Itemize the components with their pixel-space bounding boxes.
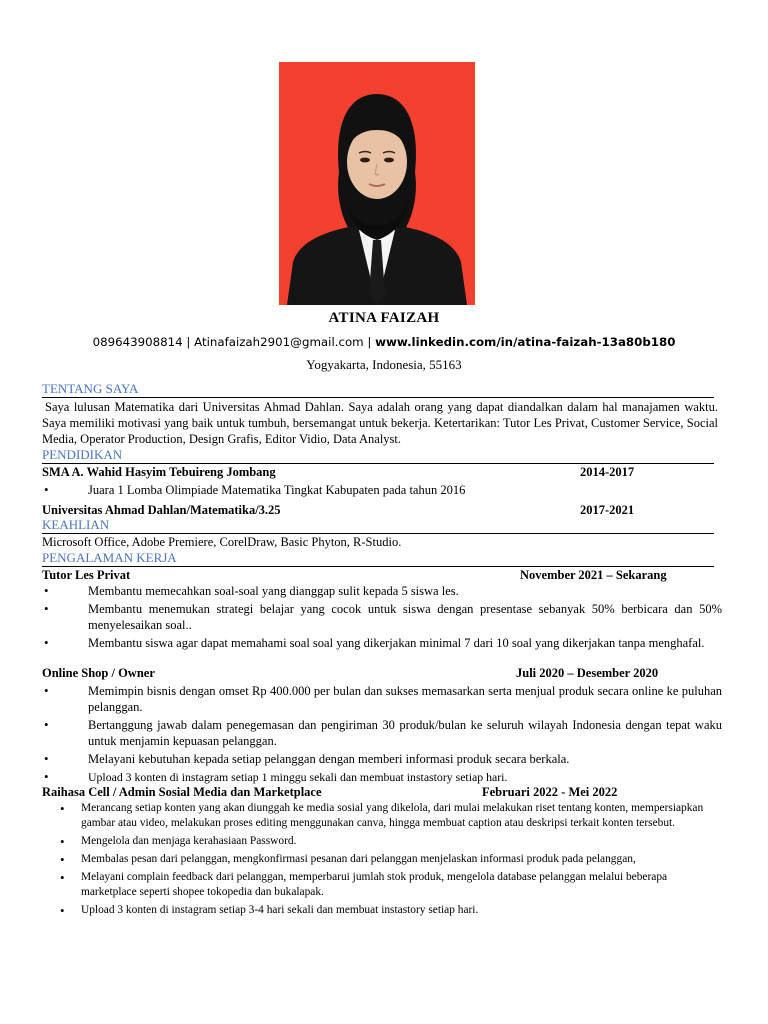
school-name: Universitas Ahmad Dahlan/Matematika/3.25 xyxy=(42,503,281,517)
section-heading-experience: PENGALAMAN KERJA xyxy=(42,550,714,567)
job-title: Tutor Les Privat xyxy=(42,568,131,582)
job-period: Juli 2020 – Desember 2020 xyxy=(516,666,659,680)
contact-line xyxy=(0,335,768,349)
list-item: • Membantu siswa agar dapat memahami soal soal yang dikerjakan minimal 7 dari 10 soal yang dikerjakan tanpa menghafal. xyxy=(42,635,722,651)
job-bullets xyxy=(42,583,722,653)
profile-photo xyxy=(279,62,475,305)
list-item: • Upload 3 konten di instagram setiap 3-4 hari sekali dan membuat instastory setiap hari. xyxy=(58,903,718,918)
section-heading-education: PENDIDIKAN xyxy=(42,447,714,464)
list-item: • Memimpin bisnis dengan omset Rp 400.000 per bulan dan sukses memasarkan serta menjual produk secara online ke puluhan pelanggan. xyxy=(42,683,722,715)
job-row xyxy=(42,784,714,800)
list-item: • Merancang setiap konten yang akan diunggah ke media sosial yang dikelola, dari mulai melakukan riset tentang konten, mempersiapkan gambar atau video, melakukan proses editing menggunakan canva, hingga membuat caption atau deskripsi terkait konten tersebut. xyxy=(58,801,718,831)
list-item: • Mengelola dan menjaga kerahasiaan Password. xyxy=(58,834,718,849)
job-period: Februari 2022 - Mei 2022 xyxy=(482,785,618,799)
school-name: SMA A. Wahid Hasyim Tebuireng Jombang xyxy=(42,465,276,479)
list-item: • Melayani complain feedback dari pelanggan, memperbarui jumlah stok produk, mengelola database pelanggan melalui beberapa marketplace seperti shopee tokopedia dan bukalapak. xyxy=(58,870,718,900)
phone-email: 089643908814 | Atinafaizah2901@gmail.com | xyxy=(92,335,376,349)
portrait-illustration xyxy=(279,62,475,305)
list-item: • Membantu memecahkan soal-soal yang dianggap sulit kepada 5 siswa les. xyxy=(42,583,722,599)
school-period: 2017-2021 xyxy=(580,503,635,517)
section-heading-skills: KEAHLIAN xyxy=(42,517,714,534)
job-title: Raihasa Cell / Admin Sosial Media dan Marketplace xyxy=(42,785,322,799)
about-text: Saya lulusan Matematika dari Universitas Ahmad Dahlan. Saya adalah orang yang dapat diandalkan dalam hal manajamen waktu. Saya memiliki motivasi yang baik untuk tumbuh, bersemangat untuk bekerja. Ketertarikan: Tutor Les Privat, Customer Service, Social Media, Operator Production, Design Grafis, Editor Vidio, Data Analyst. xyxy=(42,400,718,446)
education-row xyxy=(42,502,714,518)
address: Yogyakarta, Indonesia, 55163 xyxy=(306,357,462,372)
education-row xyxy=(42,464,714,480)
list-item: • Upload 3 konten di instagram setiap 1 minggu sekali dan membuat instastory setiap hari. xyxy=(42,769,722,785)
education-bullets xyxy=(42,482,714,500)
section-heading-about: TENTANG SAYA xyxy=(42,381,714,398)
job-bullets xyxy=(58,801,718,921)
job-title: Online Shop / Owner xyxy=(42,666,155,680)
job-period: November 2021 – Sekarang xyxy=(520,568,667,582)
candidate-name: ATINA FAIZAH xyxy=(328,310,440,326)
job-row xyxy=(42,567,714,583)
list-item: • Membantu menemukan strategi belajar yang cocok untuk siswa dengan presentase sebanyak 50% berbicara dan 50% menyelesaikan soal.. xyxy=(42,601,722,633)
school-period: 2014-2017 xyxy=(580,465,635,479)
skills-text: Microsoft Office, Adobe Premiere, CorelDraw, Basic Phyton, R-Studio. xyxy=(42,535,402,549)
list-item: • Melayani kebutuhan kepada setiap pelanggan dengan memberi informasi produk secara berkala. xyxy=(42,751,722,767)
linkedin-link[interactable]: www.linkedin.com/in/atina-faizah-13a80b180 xyxy=(375,335,676,349)
list-item: • Bertanggung jawab dalam penegemasan dan pengiriman 30 produk/bulan ke seluruh wilayah Indonesia dengan tepat waku untuk menjamin kepuasan pelanggan. xyxy=(42,717,722,749)
list-item: • Juara 1 Lomba Olimpiade Matematika Tingkat Kabupaten pada tahun 2016 xyxy=(42,482,714,498)
job-bullets xyxy=(42,683,722,787)
job-row xyxy=(42,665,714,681)
list-item: • Membalas pesan dari pelanggan, mengkonfirmasi pesanan dari pelanggan menjelaskan informasi produk pada pelanggan, xyxy=(58,852,718,867)
